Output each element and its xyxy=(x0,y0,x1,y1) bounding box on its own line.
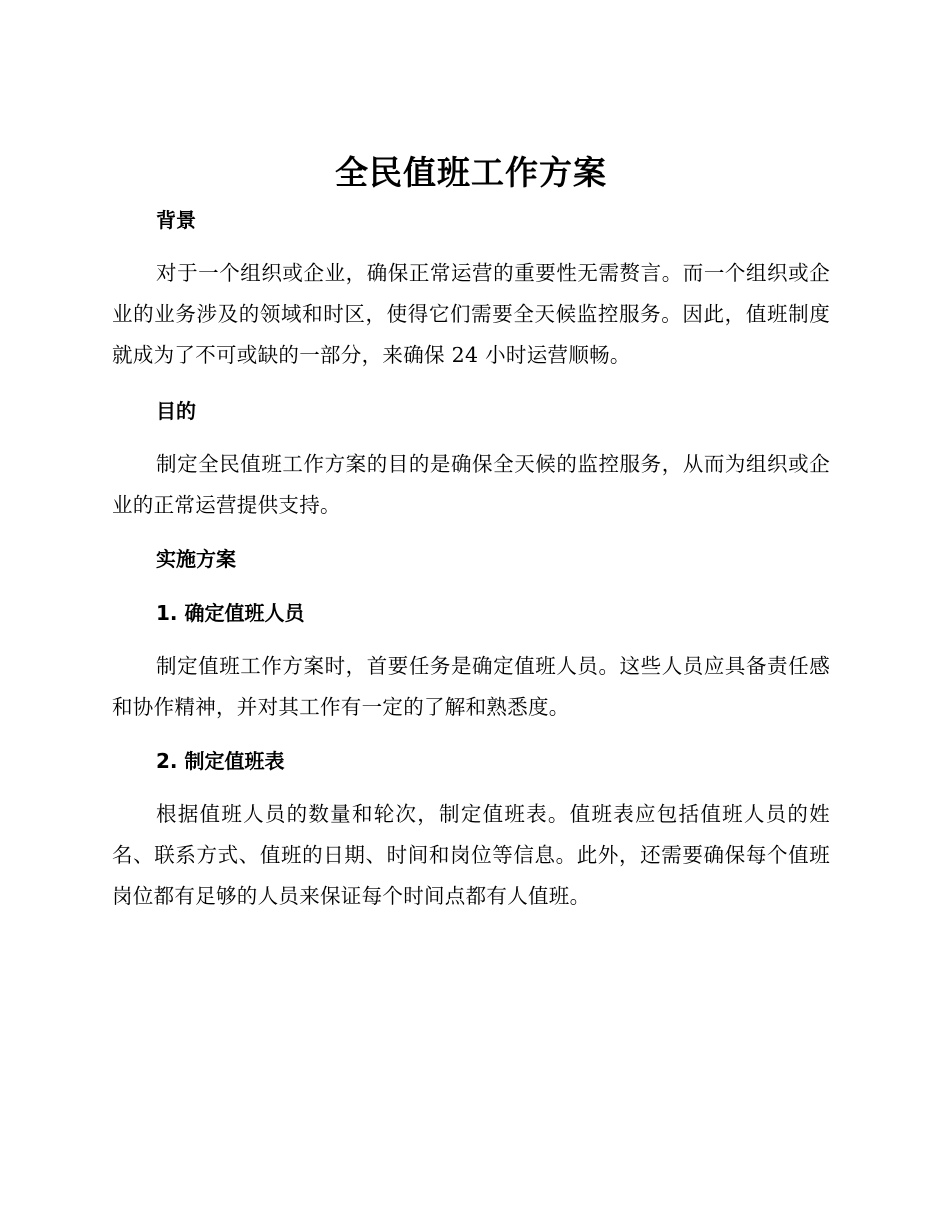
paragraph-step1: 制定值班工作方案时，首要任务是确定值班人员。这些人员应具备责任感和协作精神，并对其工作有一定的了解和熟悉度。 xyxy=(112,654,830,719)
document-title: 全民值班工作方案 xyxy=(335,153,607,192)
subsection-heading-step2: 2. 制定值班表 xyxy=(156,749,285,773)
section-heading-background: 背景 xyxy=(156,208,196,232)
document-page xyxy=(112,146,830,917)
subsection-heading-step1: 1. 确定值班人员 xyxy=(156,601,305,625)
paragraph-background: 对于一个组织或企业，确保正常运营的重要性无需赘言。而一个组织或企业的业务涉及的领域和时区，使得它们需要全天候监控服务。因此，值班制度就成为了不可或缺的一部分，来确保 24 小时运营顺畅。 xyxy=(112,261,830,367)
section-heading-purpose: 目的 xyxy=(156,399,196,423)
paragraph-step2: 根据值班人员的数量和轮次，制定值班表。值班表应包括值班人员的姓名、联系方式、值班的日期、时间和岗位等信息。此外，还需要确保每个值班岗位都有足够的人员来保证每个时间点都有人值班。 xyxy=(112,802,830,908)
paragraph-purpose: 制定全民值班工作方案的目的是确保全天候的监控服务，从而为组织或企业的正常运营提供支持。 xyxy=(112,452,830,517)
section-heading-plan: 实施方案 xyxy=(156,547,236,571)
